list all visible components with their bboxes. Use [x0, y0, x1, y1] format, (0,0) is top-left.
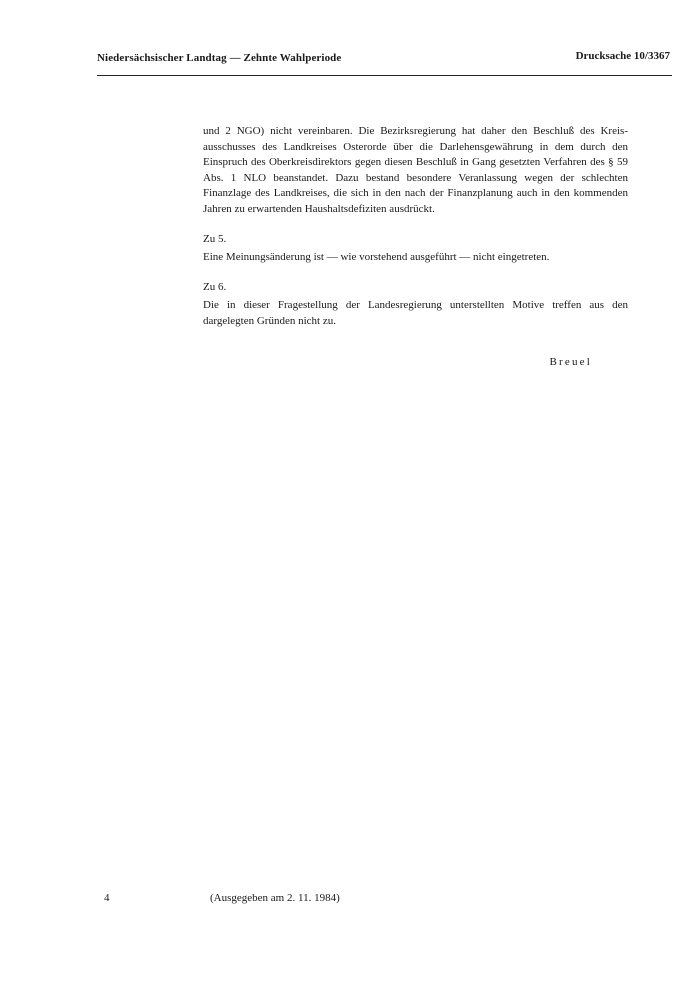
section-text-6: Die in dieser Fragestellung der Landesregierung unterstellten Motive treffen aus den dargelegten Gründen nicht zu.	[203, 299, 628, 327]
page-number: 4	[104, 892, 110, 904]
section-heading-6: Zu 6.	[203, 280, 227, 293]
section-heading-5: Zu 5.	[203, 232, 227, 245]
header-divider	[97, 75, 672, 76]
header-title: Niedersächsischer Landtag — Zehnte Wahlperiode	[97, 52, 342, 64]
section-text-5: Eine Meinungsänderung ist — wie vorstehend ausgeführt — nicht eingetreten.	[203, 251, 550, 264]
body-paragraph: und 2 NGO) nicht vereinbaren. Die Bezirksregierung hat daher den Beschluß des Kreisausschusses des Landkreises Osterorde über die Darlehensgewährung in dem durch den Einspruch des Oberkreisdirektors gegen diesen Beschluß in Gang gesetzten Verfahren des § 59 Abs. 1 NLO beanstandet. Dazu bestand besondere Veranlassung wegen der schlechten Finanzlage des Landkreises, die sich in den nach der Finanzplanung auch in den kommenden Jahren zu erwartenden Haushaltsdefiziten ausdrückt.	[203, 125, 628, 215]
issue-date: (Ausgegeben am 2. 11. 1984)	[210, 892, 340, 904]
signature: Breuel	[549, 356, 592, 368]
document-number: Drucksache 10/3367	[575, 50, 670, 62]
document-body	[203, 124, 628, 344]
